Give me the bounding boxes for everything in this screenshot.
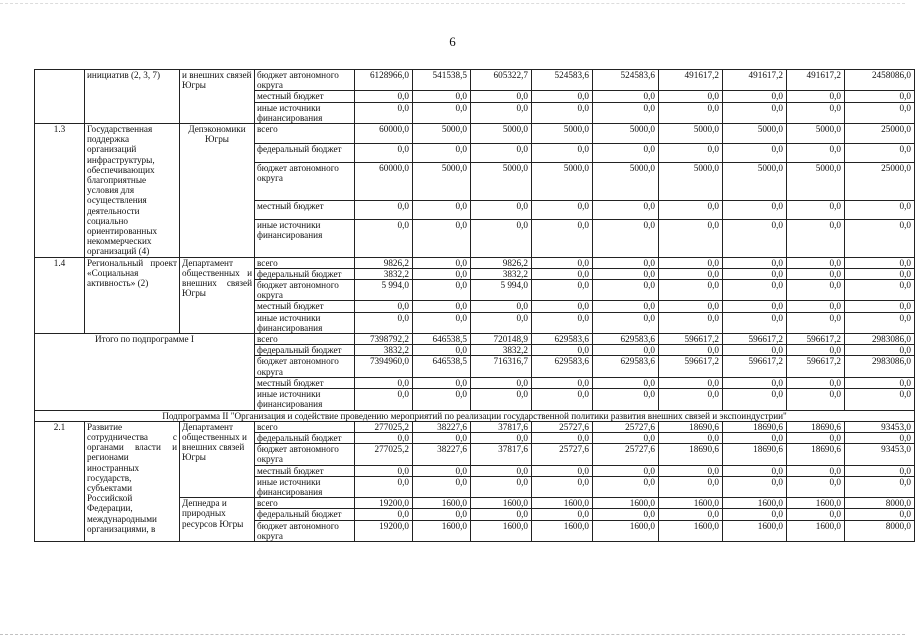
value-cell: 25727,6 [532,421,593,432]
value-cell: 0,0 [845,301,915,312]
value-cell: 5000,0 [593,124,659,144]
value-cell: 0,0 [413,301,471,312]
funding-source: иные источники финансирования [255,220,355,257]
value-cell: 0,0 [593,91,659,102]
value-cell: 25727,6 [593,444,659,465]
value-cell: 541538,5 [413,70,471,91]
value-cell: 596617,2 [787,334,845,345]
value-cell: 1600,0 [593,520,659,541]
value-cell: 0,0 [471,143,532,163]
value-cell: 0,0 [787,301,845,312]
value-cell: 0,0 [471,301,532,312]
value-cell: 38227,6 [413,421,471,432]
value-cell: 0,0 [471,432,532,443]
value-cell: 6128966,0 [355,70,413,91]
value-cell: 0,0 [593,280,659,301]
funding-source: федеральный бюджет [255,143,355,163]
value-cell: 0,0 [532,465,593,476]
value-cell: 19200,0 [355,498,413,509]
value-cell: 0,0 [593,200,659,220]
value-cell: 0,0 [413,220,471,257]
item-number [35,70,85,124]
value-cell: 0,0 [723,312,787,333]
value-cell: 0,0 [532,301,593,312]
value-cell: 25727,6 [593,421,659,432]
executor-name: Депэкономики Югры [180,124,255,258]
funding-source: всего [255,421,355,432]
page-number: 6 [449,34,456,49]
value-cell: 0,0 [659,476,723,497]
funding-source: бюджет автономного округа [255,520,355,541]
value-cell: 2983086,0 [845,334,915,345]
value-cell: 0,0 [659,200,723,220]
value-cell: 629583,6 [593,356,659,377]
value-cell: 0,0 [413,143,471,163]
value-cell: 18690,6 [723,444,787,465]
value-cell: 524583,6 [532,70,593,91]
value-cell: 60000,0 [355,163,413,200]
value-cell: 37817,6 [471,421,532,432]
value-cell: 0,0 [532,432,593,443]
value-cell: 5000,0 [532,163,593,200]
value-cell: 1600,0 [413,520,471,541]
value-cell: 0,0 [659,268,723,279]
funding-source: местный бюджет [255,377,355,388]
value-cell: 0,0 [845,509,915,520]
value-cell: 0,0 [845,432,915,443]
funding-source: иные источники финансирования [255,476,355,497]
value-cell: 0,0 [723,220,787,257]
value-cell: 0,0 [787,509,845,520]
value-cell: 491617,2 [659,70,723,91]
subprogram-title: Подпрограмма II "Организация и содействие проведению мероприятий по реализации государственной политики развития внешних связей и экспоиндустрии" [35,410,915,421]
funding-source: бюджет автономного округа [255,70,355,91]
value-cell: 0,0 [593,268,659,279]
value-cell: 0,0 [659,389,723,410]
table-body [35,70,915,542]
value-cell: 1600,0 [532,520,593,541]
value-cell: 3832,2 [355,345,413,356]
value-cell: 0,0 [723,465,787,476]
value-cell: 0,0 [355,143,413,163]
value-cell: 0,0 [659,377,723,388]
value-cell: 0,0 [532,389,593,410]
value-cell: 491617,2 [723,70,787,91]
value-cell: 0,0 [787,377,845,388]
value-cell: 0,0 [659,345,723,356]
table-row [35,334,915,345]
value-cell: 0,0 [723,91,787,102]
value-cell: 0,0 [413,389,471,410]
value-cell: 0,0 [532,312,593,333]
value-cell: 0,0 [413,432,471,443]
value-cell: 277025,2 [355,421,413,432]
value-cell: 3832,2 [471,345,532,356]
funding-source: иные источники финансирования [255,102,355,123]
item-number: 1.4 [35,257,85,333]
value-cell: 0,0 [787,220,845,257]
value-cell: 629583,6 [532,334,593,345]
value-cell: 0,0 [532,476,593,497]
funding-source: бюджет автономного округа [255,444,355,465]
funding-source: всего [255,257,355,268]
value-cell: 1600,0 [659,520,723,541]
value-cell: 0,0 [413,102,471,123]
value-cell: 0,0 [355,312,413,333]
table-row [35,124,915,144]
funding-source: бюджет автономного округа [255,163,355,200]
executor-name: Департамент общественных и внешних связей Югры [180,257,255,333]
value-cell: 1600,0 [723,498,787,509]
value-cell: 0,0 [413,200,471,220]
value-cell: 5000,0 [471,124,532,144]
value-cell: 0,0 [593,465,659,476]
value-cell: 0,0 [355,200,413,220]
value-cell: 0,0 [845,220,915,257]
value-cell: 93453,0 [845,444,915,465]
table-row [35,421,915,432]
value-cell: 1600,0 [532,498,593,509]
value-cell: 1600,0 [413,498,471,509]
value-cell: 629583,6 [532,356,593,377]
value-cell: 0,0 [355,102,413,123]
funding-source: иные источники финансирования [255,389,355,410]
value-cell: 0,0 [787,143,845,163]
value-cell: 1600,0 [659,498,723,509]
value-cell: 0,0 [723,268,787,279]
value-cell: 2458086,0 [845,70,915,91]
value-cell: 0,0 [787,476,845,497]
value-cell: 0,0 [355,91,413,102]
value-cell: 0,0 [471,102,532,123]
value-cell: 18690,6 [787,444,845,465]
value-cell: 3832,2 [355,268,413,279]
value-cell: 0,0 [355,509,413,520]
funding-source: федеральный бюджет [255,432,355,443]
value-cell: 0,0 [659,102,723,123]
funding-source: местный бюджет [255,200,355,220]
value-cell: 277025,2 [355,444,413,465]
value-cell: 0,0 [787,268,845,279]
value-cell: 0,0 [471,377,532,388]
value-cell: 0,0 [413,465,471,476]
value-cell: 0,0 [845,465,915,476]
value-cell: 0,0 [355,432,413,443]
value-cell: 720148,9 [471,334,532,345]
value-cell: 0,0 [723,476,787,497]
value-cell: 0,0 [471,465,532,476]
value-cell: 1600,0 [787,520,845,541]
value-cell: 646538,5 [413,356,471,377]
value-cell: 0,0 [787,102,845,123]
value-cell: 8000,0 [845,498,915,509]
value-cell: 1600,0 [723,520,787,541]
value-cell: 0,0 [532,102,593,123]
value-cell: 1600,0 [471,520,532,541]
value-cell: 0,0 [787,432,845,443]
value-cell: 0,0 [593,102,659,123]
value-cell: 0,0 [845,476,915,497]
value-cell: 5000,0 [723,124,787,144]
value-cell: 0,0 [723,200,787,220]
value-cell: 0,0 [413,509,471,520]
value-cell: 5000,0 [723,163,787,200]
value-cell: 0,0 [659,257,723,268]
value-cell: 0,0 [532,280,593,301]
value-cell: 0,0 [355,389,413,410]
value-cell: 5000,0 [471,163,532,200]
value-cell: 0,0 [787,389,845,410]
funding-table [34,69,915,542]
value-cell: 0,0 [593,389,659,410]
value-cell: 596617,2 [723,356,787,377]
value-cell: 0,0 [723,280,787,301]
value-cell: 0,0 [593,377,659,388]
value-cell: 0,0 [845,200,915,220]
value-cell: 0,0 [659,143,723,163]
value-cell: 0,0 [532,268,593,279]
value-cell: 0,0 [659,220,723,257]
value-cell: 5000,0 [787,124,845,144]
value-cell: 0,0 [355,220,413,257]
value-cell: 0,0 [593,301,659,312]
value-cell: 25000,0 [845,124,915,144]
value-cell: 18690,6 [787,421,845,432]
funding-source: всего [255,334,355,345]
value-cell: 0,0 [471,476,532,497]
value-cell: 0,0 [413,280,471,301]
value-cell: 491617,2 [787,70,845,91]
value-cell: 5000,0 [787,163,845,200]
value-cell: 18690,6 [723,421,787,432]
funding-source: бюджет автономного округа [255,356,355,377]
value-cell: 18690,6 [659,444,723,465]
value-cell: 0,0 [723,143,787,163]
value-cell: 524583,6 [593,70,659,91]
value-cell: 0,0 [532,91,593,102]
value-cell: 596617,2 [787,356,845,377]
value-cell: 0,0 [593,345,659,356]
value-cell: 0,0 [532,143,593,163]
value-cell: 0,0 [845,257,915,268]
value-cell: 5000,0 [593,163,659,200]
value-cell: 0,0 [532,345,593,356]
value-cell: 0,0 [471,509,532,520]
funding-source: федеральный бюджет [255,268,355,279]
value-cell: 0,0 [355,301,413,312]
funding-source: местный бюджет [255,465,355,476]
value-cell: 0,0 [723,257,787,268]
value-cell: 0,0 [471,389,532,410]
value-cell: 0,0 [845,268,915,279]
value-cell: 0,0 [787,465,845,476]
value-cell: 7394960,0 [355,356,413,377]
value-cell: 629583,6 [593,334,659,345]
value-cell: 5000,0 [413,124,471,144]
value-cell: 0,0 [659,91,723,102]
scan-bottom-edge [0,634,905,635]
value-cell: 596617,2 [723,334,787,345]
value-cell: 37817,6 [471,444,532,465]
value-cell: 7398792,2 [355,334,413,345]
value-cell: 0,0 [845,280,915,301]
value-cell: 93453,0 [845,421,915,432]
value-cell: 0,0 [593,220,659,257]
value-cell: 9826,2 [471,257,532,268]
funding-source: местный бюджет [255,301,355,312]
value-cell: 0,0 [845,143,915,163]
subprogram-header-row [35,410,915,421]
value-cell: 0,0 [355,377,413,388]
value-cell: 0,0 [845,312,915,333]
value-cell: 0,0 [355,476,413,497]
value-cell: 0,0 [593,432,659,443]
value-cell: 0,0 [355,465,413,476]
funding-source: бюджет автономного округа [255,280,355,301]
value-cell: 0,0 [787,280,845,301]
value-cell: 18690,6 [659,421,723,432]
value-cell: 0,0 [532,257,593,268]
table-row [35,70,915,91]
executor-name: Департамент общественных и внешних связей Югры [180,421,255,497]
value-cell: 0,0 [593,257,659,268]
value-cell: 38227,6 [413,444,471,465]
value-cell: 2983086,0 [845,356,915,377]
value-cell: 0,0 [413,377,471,388]
value-cell: 0,0 [845,377,915,388]
value-cell: 0,0 [413,91,471,102]
value-cell: 605322,7 [471,70,532,91]
value-cell: 0,0 [723,377,787,388]
value-cell: 5000,0 [532,124,593,144]
value-cell: 1600,0 [471,498,532,509]
value-cell: 0,0 [659,432,723,443]
value-cell: 0,0 [723,432,787,443]
funding-source: федеральный бюджет [255,345,355,356]
value-cell: 0,0 [593,476,659,497]
table-row [35,257,915,268]
executor-name: и внешних связей Югры [180,70,255,124]
value-cell: 0,0 [787,345,845,356]
value-cell: 3832,2 [471,268,532,279]
value-cell: 0,0 [471,220,532,257]
scan-top-edge [0,3,905,4]
value-cell: 5000,0 [659,124,723,144]
value-cell: 0,0 [413,257,471,268]
funding-source: всего [255,498,355,509]
funding-source: всего [255,124,355,144]
value-cell: 0,0 [413,345,471,356]
value-cell: 596617,2 [659,334,723,345]
value-cell: 596617,2 [659,356,723,377]
value-cell: 0,0 [659,509,723,520]
value-cell: 60000,0 [355,124,413,144]
item-number: 1.3 [35,124,85,258]
value-cell: 0,0 [787,200,845,220]
value-cell: 0,0 [532,220,593,257]
value-cell: 0,0 [593,143,659,163]
value-cell: 0,0 [845,91,915,102]
value-cell: 0,0 [413,268,471,279]
value-cell: 19200,0 [355,520,413,541]
executor-name: Депнедра и природных ресурсов Югры [180,498,255,542]
value-cell: 0,0 [787,91,845,102]
item-name: инициатив (2, 3, 7) [85,70,180,124]
value-cell: 0,0 [532,377,593,388]
value-cell: 0,0 [723,345,787,356]
value-cell: 0,0 [532,509,593,520]
value-cell: 9826,2 [355,257,413,268]
funding-source: местный бюджет [255,91,355,102]
value-cell: 0,0 [723,102,787,123]
subprogram-total-label: Итого по подпрограмме I [35,334,255,410]
item-number: 2.1 [35,421,85,541]
value-cell: 5 994,0 [355,280,413,301]
value-cell: 0,0 [413,476,471,497]
value-cell: 0,0 [723,509,787,520]
value-cell: 0,0 [659,280,723,301]
value-cell: 0,0 [659,301,723,312]
value-cell: 8000,0 [845,520,915,541]
value-cell: 0,0 [593,509,659,520]
item-name: Развитие сотрудничества с органами власти и регионами иностранных государств, субъектами Российской Федерации, международными организациями, в [85,421,180,541]
value-cell: 1600,0 [593,498,659,509]
value-cell: 0,0 [593,312,659,333]
value-cell: 25727,6 [532,444,593,465]
value-cell: 0,0 [787,312,845,333]
value-cell: 5000,0 [659,163,723,200]
value-cell: 0,0 [659,312,723,333]
value-cell: 0,0 [471,200,532,220]
value-cell: 0,0 [845,102,915,123]
value-cell: 5 994,0 [471,280,532,301]
value-cell: 5000,0 [413,163,471,200]
value-cell: 1600,0 [787,498,845,509]
value-cell: 25000,0 [845,163,915,200]
value-cell: 0,0 [723,301,787,312]
value-cell: 716316,7 [471,356,532,377]
value-cell: 0,0 [787,257,845,268]
value-cell: 0,0 [659,465,723,476]
value-cell: 0,0 [471,91,532,102]
value-cell: 0,0 [471,312,532,333]
value-cell: 0,0 [532,200,593,220]
funding-source: федеральный бюджет [255,509,355,520]
funding-source: иные источники финансирования [255,312,355,333]
value-cell: 646538,5 [413,334,471,345]
value-cell: 0,0 [845,345,915,356]
value-cell: 0,0 [845,389,915,410]
item-name: Региональный проект «Социальная активность» (2) [85,257,180,333]
item-name: Государственная поддержка организаций инфраструктуры, обеспечивающих благоприятные условия для осуществления деятельности социально ориентированных некоммерческих организаций (4) [85,124,180,258]
value-cell: 0,0 [413,312,471,333]
value-cell: 0,0 [723,389,787,410]
